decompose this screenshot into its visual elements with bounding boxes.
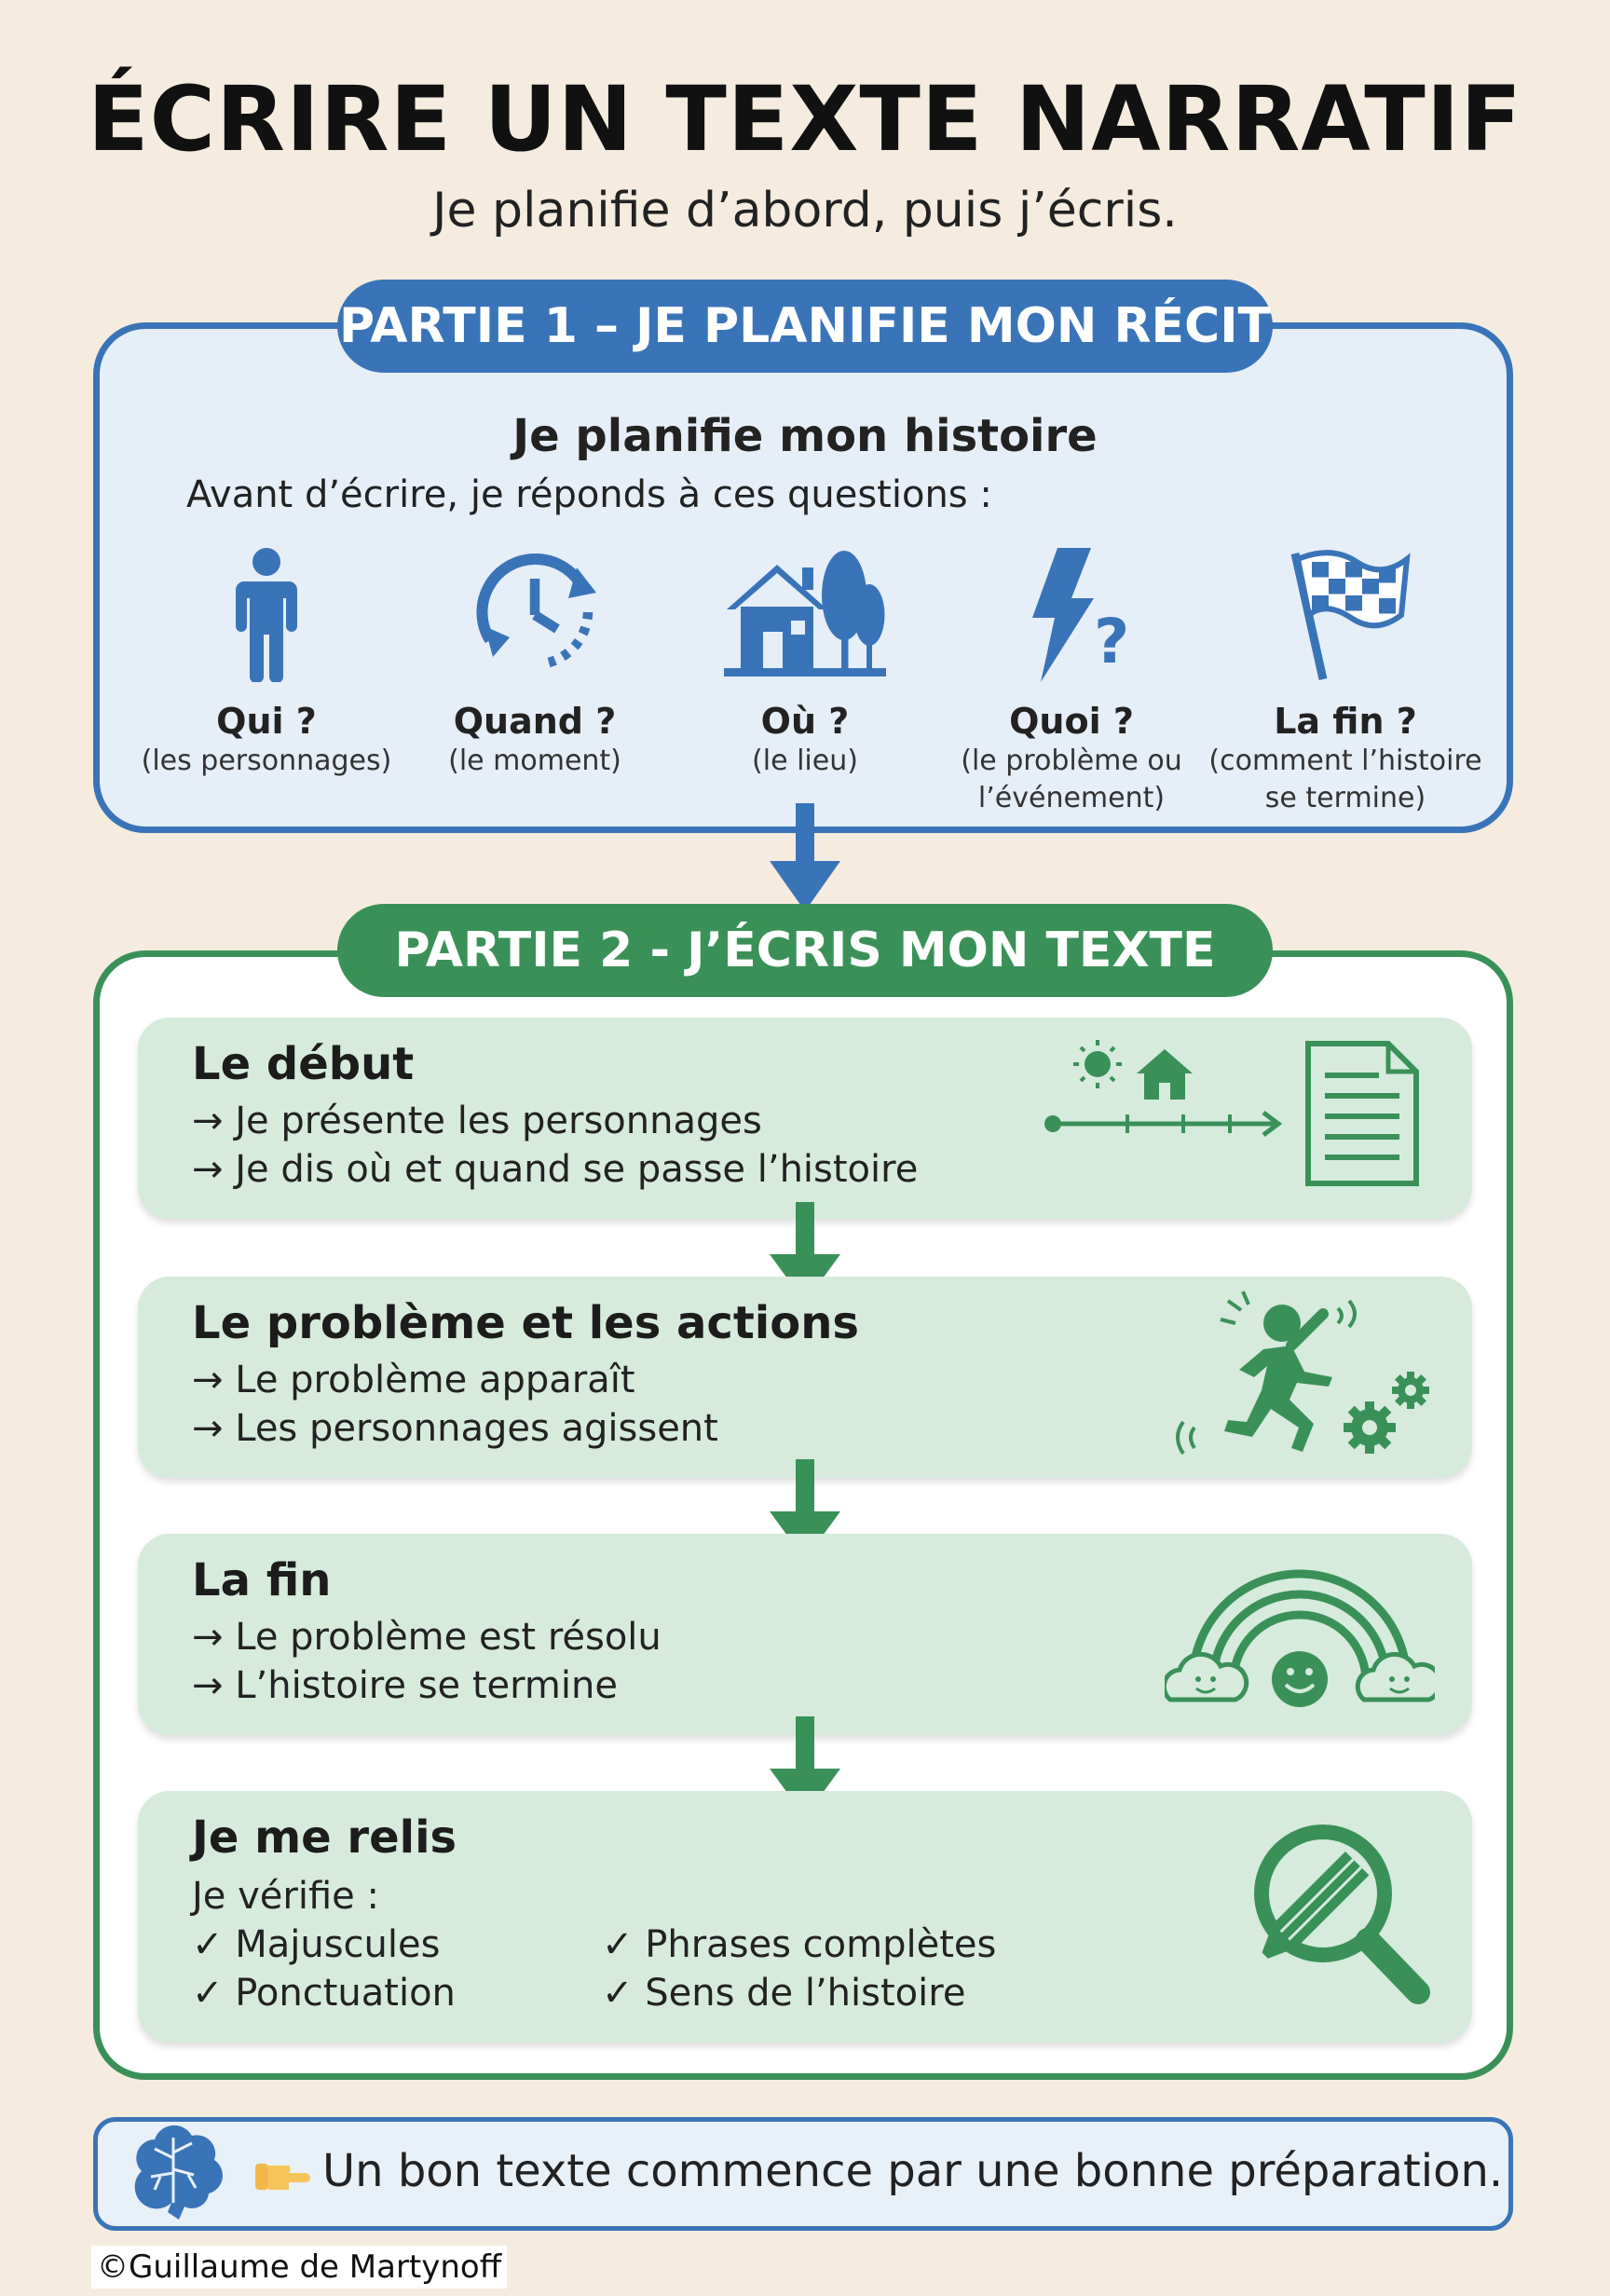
step-line: → Le problème est résolu	[192, 1616, 662, 1659]
plan-intro: Avant d’écrire, je réponds à ces questions :	[186, 473, 992, 516]
step-problem-actions	[138, 1277, 1472, 1478]
step-ending	[138, 1534, 1472, 1735]
step-review	[138, 1791, 1472, 2043]
svg-text:?: ?	[1094, 606, 1130, 677]
step-line: → Je dis où et quand se passe l’histoire	[192, 1148, 919, 1191]
question-sub: (le problème ou	[961, 745, 1182, 777]
page-title: ÉCRIRE UN TEXTE NARRATIF	[88, 67, 1522, 171]
question-sub: (le lieu)	[752, 745, 858, 777]
pointing-hand-icon	[253, 2152, 311, 2195]
step-line: → Le problème apparaît	[192, 1359, 635, 1401]
question-sub: (le moment)	[448, 745, 621, 777]
question-sub: (les personnages)	[141, 745, 392, 777]
house-tree-icon	[721, 542, 889, 682]
question-label: Où ?	[760, 701, 850, 742]
question-sub: l’événement)	[977, 782, 1166, 814]
running-person-gears-icon	[1174, 1288, 1435, 1465]
step-title: Le problème et les actions	[192, 1297, 859, 1349]
lightning-question-icon	[1002, 542, 1141, 682]
question-sub: (comment l’histoire	[1208, 745, 1482, 777]
question-sub: se termine)	[1264, 782, 1426, 814]
part2-heading: PARTIE 2 - J’ÉCRIS MON TEXTE	[337, 904, 1273, 997]
checkered-flag-icon	[1276, 542, 1415, 682]
question-end	[1206, 542, 1485, 816]
part1-heading: PARTIE 1 – JE PLANIFIE MON RÉCIT	[337, 280, 1273, 373]
down-arrow-icon	[768, 803, 842, 913]
check-item: ✓ Majuscules	[192, 1923, 441, 1966]
question-label: La fin ?	[1274, 701, 1417, 742]
footer-text: Un bon texte commence par une bonne préparation.	[322, 2145, 1504, 2197]
question-where	[665, 542, 945, 779]
question-label: Quoi ?	[1009, 701, 1134, 742]
timeline-document-icon	[1044, 1034, 1435, 1193]
plan-title: Je planifie mon histoire	[512, 410, 1098, 462]
person-icon	[197, 542, 336, 682]
question-who	[127, 542, 406, 779]
step-title: Le début	[192, 1038, 415, 1090]
question-what	[932, 542, 1211, 816]
step-line: → Je présente les personnages	[192, 1100, 762, 1142]
check-item: ✓ Ponctuation	[192, 1972, 456, 2015]
step-title: La fin	[192, 1554, 332, 1606]
check-item: ✓ Phrases complètes	[602, 1923, 997, 1966]
check-item: ✓ Sens de l’histoire	[602, 1972, 966, 2015]
step-beginning	[138, 1018, 1472, 1219]
question-label: Qui ?	[216, 701, 317, 742]
step-line: → L’histoire se termine	[192, 1664, 618, 1707]
copyright: ©Guillaume de Martynoff	[91, 2246, 507, 2289]
brain-icon	[123, 2125, 225, 2223]
magnifier-pencil-icon	[1211, 1810, 1435, 2024]
question-label: Quand ?	[453, 701, 617, 742]
review-intro: Je vérifie :	[192, 1875, 379, 1918]
page-subtitle: Je planifie d’abord, puis j’écris.	[432, 183, 1178, 239]
clock-icon	[465, 542, 605, 682]
question-when	[395, 542, 675, 779]
step-title: Je me relis	[192, 1811, 457, 1864]
step-line: → Les personnages agissent	[192, 1407, 718, 1450]
rainbow-clouds-icon	[1165, 1551, 1435, 1709]
